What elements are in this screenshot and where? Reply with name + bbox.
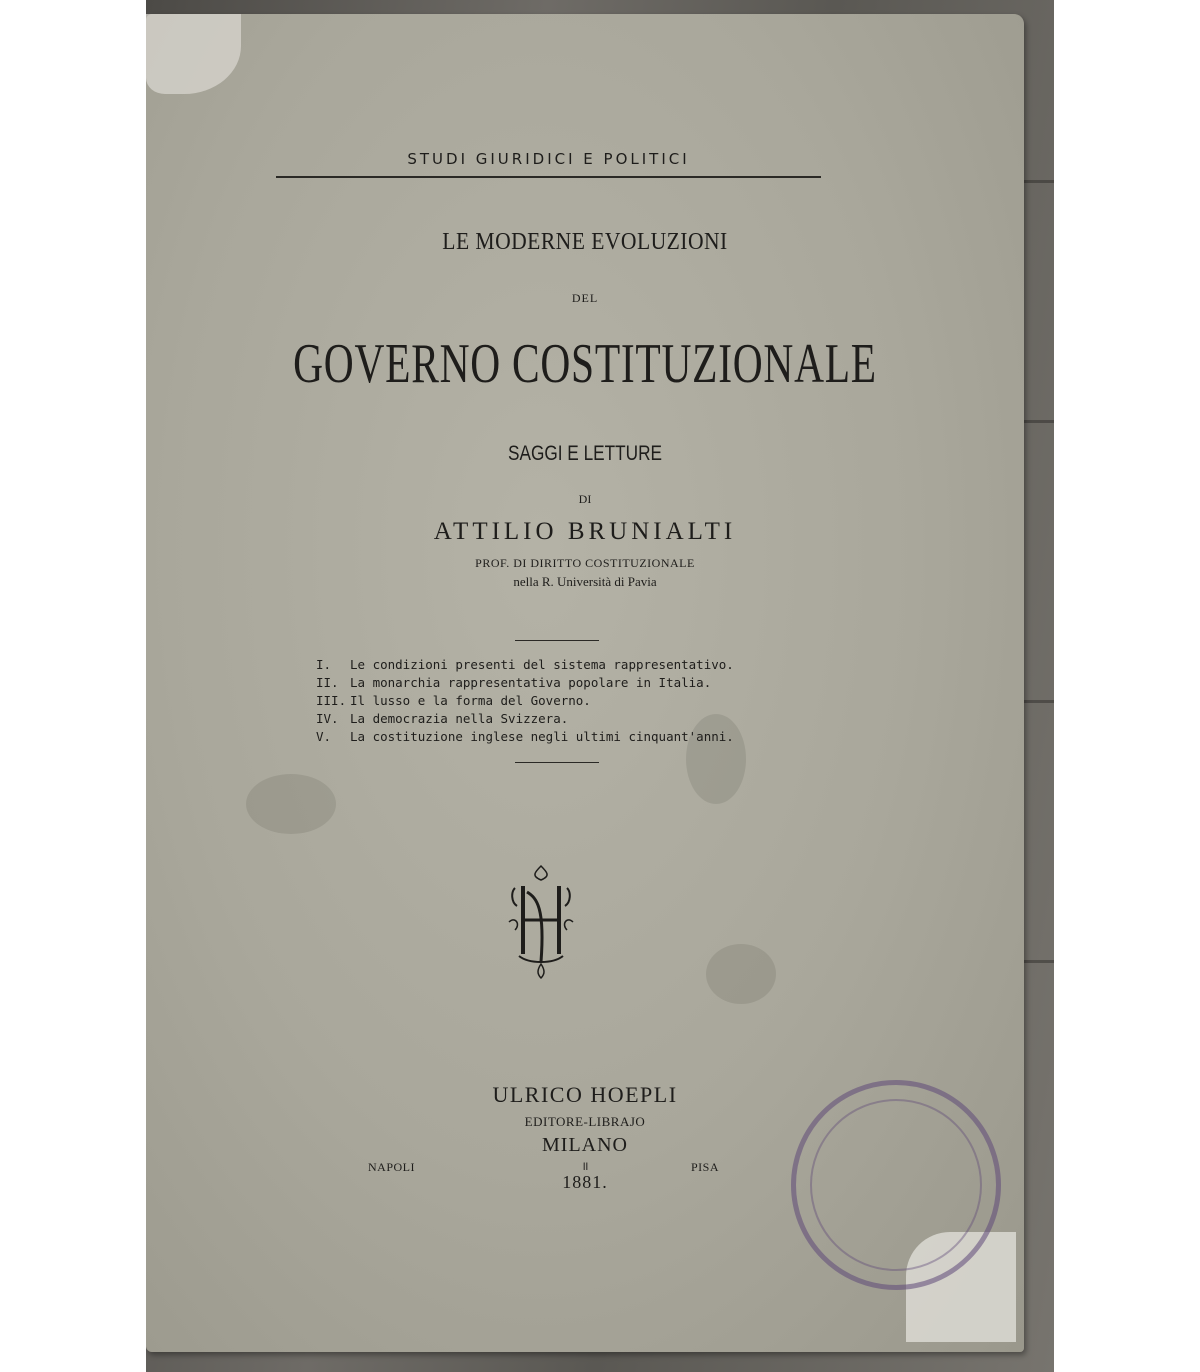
stain xyxy=(706,944,776,1004)
publisher-role: EDITORE-LIBRAJO xyxy=(524,1114,646,1129)
publication-city: MILANO xyxy=(542,1134,628,1156)
contents-item xyxy=(316,728,836,746)
contents-text: La democrazia nella Svizzera. xyxy=(350,711,569,726)
book-cover xyxy=(146,14,1024,1352)
author-name: ATTILIO BRUNIALTI xyxy=(433,518,737,545)
title-line-1: LE MODERNE EVOLUZIONI xyxy=(442,229,728,255)
contents-text: Le condizioni presenti del sistema rappresentativo. xyxy=(350,657,734,672)
subtitle: SAGGI E LETTURE xyxy=(507,442,663,465)
divider-rule xyxy=(515,640,599,641)
city-right: PISA xyxy=(691,1160,720,1174)
contents-list xyxy=(316,656,836,746)
contents-text: La monarchia rappresentativa popolare in Italia. xyxy=(350,675,712,690)
contents-number: II. xyxy=(316,675,339,690)
stain xyxy=(246,774,336,834)
publication-year: 1881. xyxy=(562,1172,608,1192)
contents-text: La costituzione inglese negli ultimi cinquant'anni. xyxy=(350,729,734,744)
contents-number: V. xyxy=(316,729,332,744)
author-prefix: DI xyxy=(578,492,592,506)
author-affiliation: nella R. Università di Pavia xyxy=(513,574,657,589)
contents-item xyxy=(316,674,836,692)
series-title: STUDI GIURIDICI E POLITICI xyxy=(407,150,690,168)
photo-background xyxy=(146,0,1054,1372)
main-title: GOVERNO COSTITUZIONALE xyxy=(293,333,877,395)
contents-number: III. xyxy=(316,693,347,708)
divider-rule xyxy=(515,762,599,763)
publisher-monogram-icon xyxy=(501,862,581,980)
contents-text: Il lusso e la forma del Governo. xyxy=(350,693,591,708)
contents-item xyxy=(316,710,836,728)
contents-number: I. xyxy=(316,657,332,672)
publisher-name: ULRICO HOEPLI xyxy=(492,1082,678,1107)
title-connector: DEL xyxy=(571,291,599,305)
contents-item xyxy=(316,692,836,710)
library-stamp-ring xyxy=(810,1099,982,1271)
paper-tear xyxy=(146,14,241,94)
library-stamp xyxy=(791,1080,1001,1290)
series-rule xyxy=(276,176,821,178)
contents-item xyxy=(316,656,836,674)
city-separator: ॥ xyxy=(581,1159,589,1173)
contents-number: IV. xyxy=(316,711,339,726)
city-left: NAPOLI xyxy=(368,1160,415,1174)
author-role: PROF. DI DIRITTO COSTITUZIONALE xyxy=(475,556,695,570)
